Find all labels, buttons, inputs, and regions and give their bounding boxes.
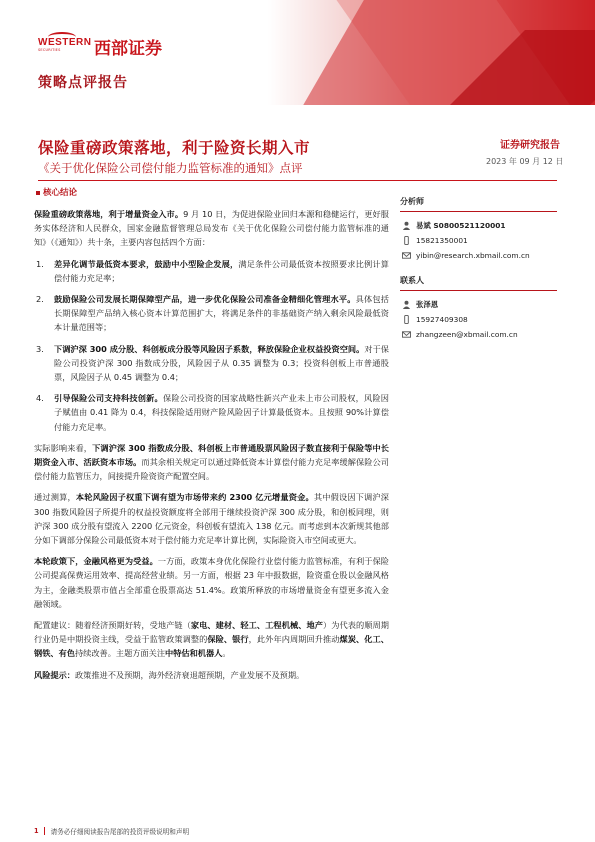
page-title: 保险重磅政策落地，利于险资长期入市	[38, 139, 311, 157]
analyst-name-row	[400, 218, 557, 233]
allocation-text: 随着经济预期好转，受地产链（	[75, 620, 191, 631]
allocation-lead: 配置建议：	[34, 620, 76, 631]
list-item	[34, 292, 389, 335]
paragraph-allocation	[34, 618, 389, 661]
analyst-heading: 分析师	[400, 196, 557, 212]
list-text: 满足条件公司最低资本按照要求比例计算偿付能力充足率；	[54, 258, 389, 283]
list-body	[54, 391, 389, 434]
list-bold: 引导保险公司支持科技创新。	[54, 393, 163, 404]
phone-icon	[400, 235, 412, 247]
analyst-phone-row	[400, 233, 557, 248]
allocation-bold: 中特估和机器人	[165, 648, 223, 659]
impact-bold: 下调沪深 300 指数成分股、科创板上市普通股票风险因子数直接利于保险等中长期资金入市、活跃资本市场。	[34, 442, 389, 468]
list-text: 具体包括长期保障型产品纳入核心资本计算范围扩大，将满足条件的非基础资产纳入剩余风险最低资本计量范围等；	[54, 294, 389, 333]
impact-text: 而其余相关规定可以通过降低资本计算偿付能力充足率缓解保险公司偿付能力监管压力，间接提升险资资产配置空间。	[34, 457, 389, 482]
allocation-text: 。	[222, 648, 231, 659]
intro-text: 9 月 10 日，为促进保险业回归本源和稳健运行，更好服务实体经济和人民群众，国家金融监督管理总局发布《关于优化保险公司偿付能力监管标准的通知》（《通知》）共十条，主要内容包括四个方面：	[34, 209, 389, 248]
logo-chinese: 西部证券	[94, 39, 162, 59]
analyst-email-row	[400, 248, 557, 263]
allocation-text: ）为代表的顺周期行业仍是中期投资主线，受益于监管政策调整的	[34, 620, 389, 645]
contact-phone: 15927409308	[416, 315, 468, 324]
analyst-sidebar	[400, 196, 557, 342]
paragraph-risk	[34, 668, 389, 682]
list-bold: 鼓励保险公司发展长期保障型产品，进一步优化保险公司准备金精细化管理水平。	[54, 294, 356, 305]
contact-name-row	[400, 297, 557, 312]
contact-phone-row	[400, 312, 557, 327]
contact-heading: 联系人	[400, 275, 557, 291]
logo-english: WESTERN	[38, 36, 92, 48]
list-item	[34, 342, 389, 385]
analyst-phone: 15821350001	[416, 236, 468, 245]
list-item	[34, 391, 389, 434]
estimate-text: 其中假设因下调沪深 300 指数风险因子所提升的权益投资额度将全部用于继续投资沪深 300 成分股，和创板同理，则沪深 300 成分股有望流入 2200 亿元资金，科创板有望流入 138 亿元。而考虑到本次新规其他部分如下调部分保险公司最低资本对于偿付能力充足率计算比例，实际险资入市空间或更大。	[34, 492, 389, 546]
allocation-bold: 保险、银行	[207, 634, 249, 645]
allocation-text: ，此外年内周期回升推动	[248, 634, 340, 645]
section-label-text: 核心结论	[43, 188, 78, 198]
list-number: 1.	[36, 258, 44, 269]
list-body	[54, 257, 389, 285]
list-bold: 下调沪深 300 成分股、科创板成分股等风险因子系数，释放保险企业权益投资空间。	[54, 343, 365, 354]
estimate-bold: 本轮风险因子权重下调有望为市场带来约 2300 亿元增量资金。	[75, 492, 314, 503]
page-footer	[34, 826, 189, 836]
mail-icon	[400, 329, 412, 341]
contact-name: 张泽恩	[416, 300, 439, 309]
list-body	[54, 342, 389, 385]
contact-email-row	[400, 327, 557, 342]
title-divider	[38, 180, 557, 181]
report-category-tag: 证券研究报告	[500, 140, 560, 151]
allocation-bold: 家电、建材、轻工、工程机械、地产	[190, 620, 323, 631]
mail-icon	[400, 250, 412, 262]
paragraph-style	[34, 554, 389, 611]
section-label	[36, 186, 77, 198]
list-bold: 差异化调节最低资本要求，鼓励中小型险企发展，	[54, 258, 239, 269]
list-item	[34, 257, 389, 285]
bullet-icon	[36, 191, 40, 195]
risk-bold: 风险提示：	[34, 669, 75, 680]
analyst-email[interactable]: yibin@research.xbmail.com.cn	[416, 251, 530, 260]
analyst-name: 易斌 S0800521120001	[416, 221, 506, 230]
impact-lead: 实际影响来看，	[34, 442, 93, 453]
list-number: 3.	[36, 343, 44, 354]
footer-divider	[44, 827, 45, 835]
person-icon	[400, 220, 412, 232]
page-number: 1	[34, 827, 39, 835]
footer-disclaimer: 请务必仔细阅读报告尾部的投资评级说明和声明	[50, 828, 190, 836]
phone-icon	[400, 314, 412, 326]
main-content	[34, 207, 389, 689]
paragraph-impact	[34, 441, 389, 484]
company-logo	[38, 34, 162, 59]
list-body	[54, 292, 389, 335]
logo-english-sub: SECURITIES	[38, 47, 61, 52]
intro-bold: 保险重磅政策落地，利于增量资金入市。	[34, 209, 184, 219]
list-text: 保险公司投资的国家战略性新兴产业未上市公司股权，风险因子赋值由 0.41 降为 0.4，科技保险适用财产险风险因子计算最低资本。且按照 90%计算偿付能力充足率。	[54, 393, 389, 432]
paragraph-estimate	[34, 490, 389, 547]
logo-arc	[48, 32, 76, 42]
logo-mark	[38, 36, 92, 57]
allocation-text: 持续改善。主题方面关注	[74, 648, 166, 659]
list-text: 对于保险公司投资沪深 300 指数成分股，风险因子从 0.35 调整为 0.3；投资科创板上市普通股票，风险因子从 0.45 调整为 0.4；	[54, 343, 389, 383]
allocation-bold: 煤炭、化工、钢铁、有色	[34, 634, 389, 659]
person-icon	[400, 299, 412, 311]
page-subtitle: 《关于优化保险公司偿付能力监管标准的通知》点评	[38, 161, 303, 175]
estimate-lead: 通过测算，	[34, 492, 76, 503]
contact-email[interactable]: zhangzeen@xbmail.com.cn	[416, 330, 518, 339]
style-text: 一方面，政策本身优化保险行业偿付能力监管标准，有利于保险公司提高保费运用效率、提高经营业绩。另一方面，根据 23 年中报数据，险资重仓股以金融风格为主，金融类股票市值占全部重仓股票高达 51.4%。政策所释放的市场增量资金有望更多流入金融领域。	[34, 556, 389, 609]
paragraph-intro	[34, 207, 389, 250]
report-date: 2023 年 09 月 12 日	[486, 157, 564, 166]
list-number: 4.	[36, 393, 44, 404]
list-number: 2.	[36, 294, 44, 305]
report-type: 策略点评报告	[38, 75, 128, 91]
risk-text: 政策推进不及预期，海外经济衰退超预期，产业发展不及预期。	[74, 669, 305, 680]
style-bold: 本轮政策下，金融风格更为受益。	[34, 556, 158, 567]
